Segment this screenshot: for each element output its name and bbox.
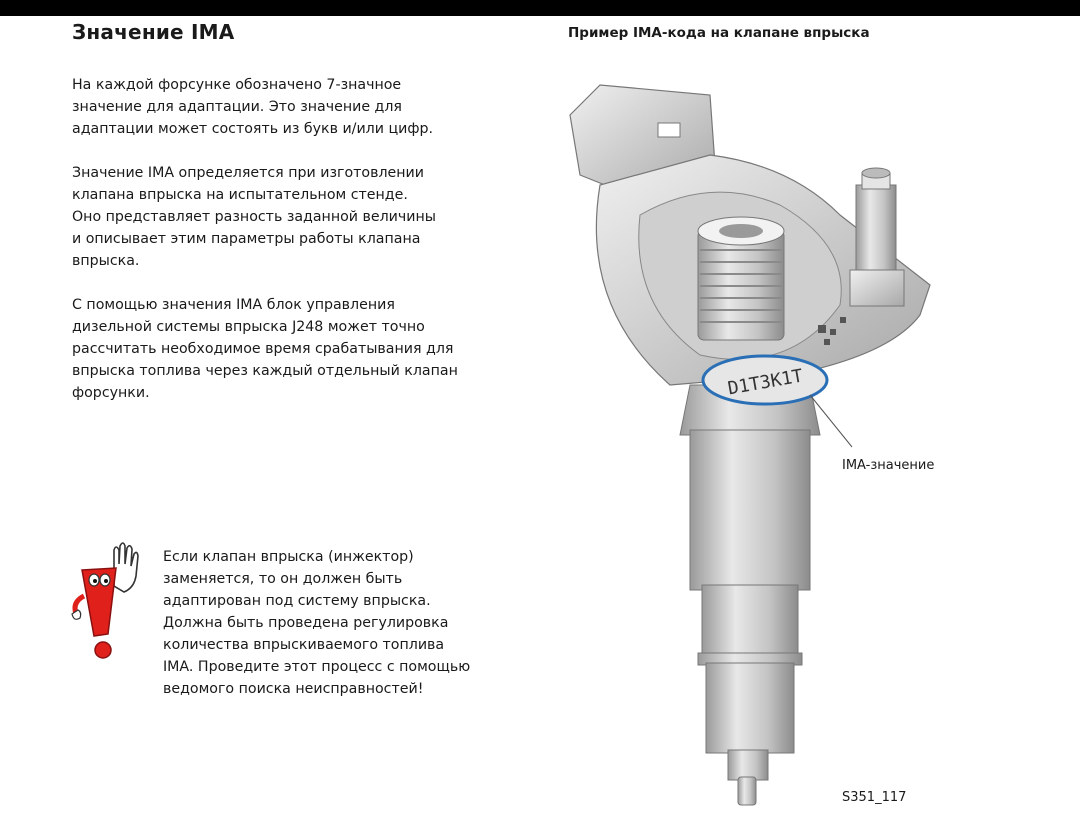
warning-note (70, 540, 530, 720)
warning-exclamation-icon (70, 540, 150, 660)
warning-text: Если клапан впрыска (инжектор) заменяется, то он должен быть адаптирован под систему впрыска. Должна быть проведена регулировка количества впрыскиваемого топлива IMA. Проведите этот процесс с помощью ведомого поиска неисправностей! (163, 549, 471, 697)
injector-illustration (540, 55, 980, 815)
ima-code-text: D1T3K1T (726, 365, 805, 400)
ima-callout-label: IMA-значение (842, 458, 935, 473)
page-title: Значение IMA (72, 20, 235, 44)
paragraph-3: С помощью значения IMA блок управления дизельной системы впрыска J248 может точно рассчитать необходимое время срабатывания для впрыска топлива через каждый отдельный клапан форсунки. (72, 297, 458, 401)
text-column (72, 20, 512, 426)
figure-code: S351_117 (842, 790, 907, 805)
paragraph-2: Значение IMA определяется при изготовлении клапана впрыска на испытательном стенде. Оно представляет разность заданной величины и описывает этим параметры работы клапана впрыска. (72, 165, 436, 269)
paragraph-1: На каждой форсунке обозначено 7-значное значение для адаптации. Это значение для адаптации может состоять из букв и/или цифр. (72, 77, 434, 137)
figure-title: Пример IMA-кода на клапане впрыска (568, 25, 870, 41)
top-bar (0, 0, 1080, 16)
